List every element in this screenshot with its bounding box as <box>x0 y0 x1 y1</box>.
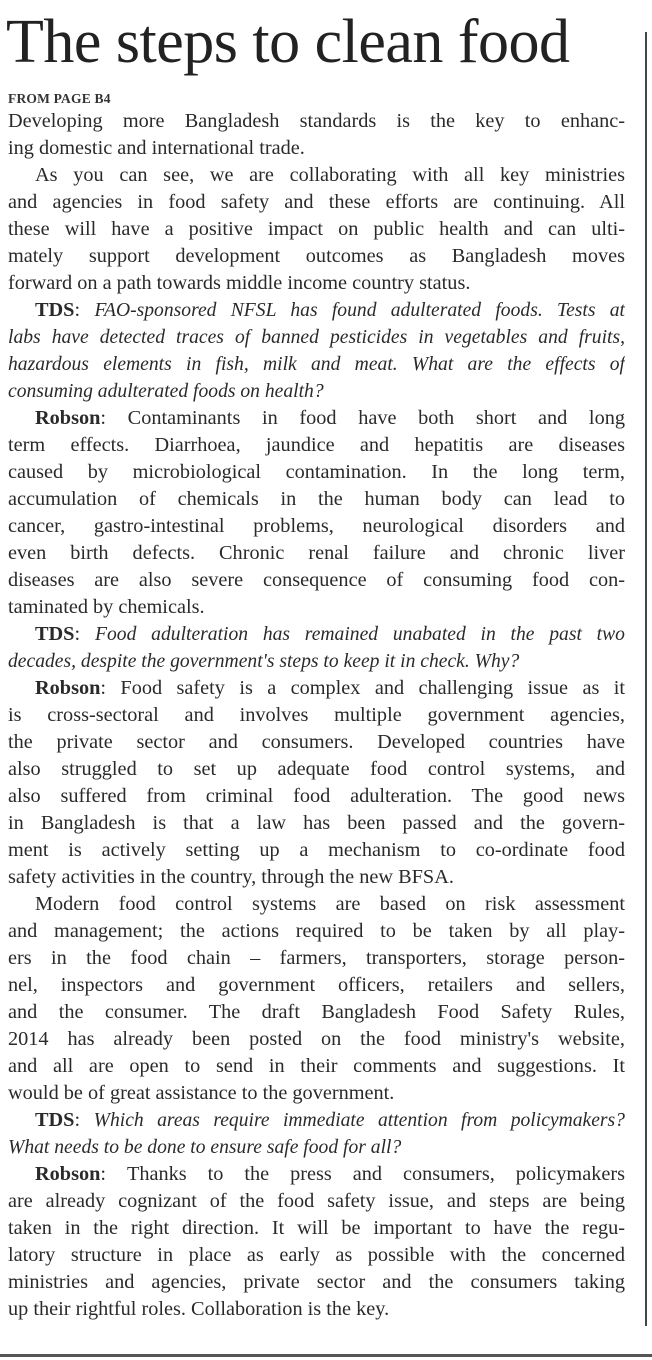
line-text: is cross-sectoral and involves multiple government agencies, <box>8 704 625 726</box>
text-line <box>8 648 625 675</box>
text-line <box>8 1188 625 1215</box>
text-line <box>8 513 625 540</box>
text-line <box>8 270 625 297</box>
text-line <box>8 324 625 351</box>
line-text: diseases are also severe consequence of consuming food con- <box>8 569 625 591</box>
interview-question <box>8 297 625 405</box>
article-paragraph <box>8 891 625 1107</box>
line-text: ing domestic and international trade. <box>8 137 305 159</box>
interview-question <box>8 621 625 675</box>
text-line <box>8 1242 625 1269</box>
line-text: Food safety is a complex and challenging issue as it <box>120 677 625 699</box>
line-text: up their rightful roles. Collaboration is the key. <box>8 1298 390 1320</box>
article-paragraph <box>8 108 625 162</box>
line-text: and the consumer. The draft Bangladesh Food Safety Rules, <box>8 1001 625 1023</box>
line-text: safety activities in the country, through the new BFSA. <box>8 866 454 888</box>
text-line <box>8 756 625 783</box>
text-line <box>8 810 625 837</box>
text-line <box>8 999 625 1026</box>
line-text: and management; the actions required to be taken by all play- <box>8 920 625 942</box>
line-text: Thanks to the press and consumers, policymakers <box>126 1163 625 1185</box>
text-line: TDS: Which areas require immediate attention from policymakers? <box>35 1109 625 1131</box>
line-text: Food adulteration has remained unabated in the past two <box>95 624 625 645</box>
text-line: Robson: Food safety is a complex and challenging issue as it <box>35 677 625 699</box>
speaker-label: TDS <box>35 623 75 645</box>
line-text: labs have detected traces of banned pesticides in vegetables and fruits, <box>8 327 625 348</box>
text-line <box>8 1296 625 1323</box>
line-text: and all are open to send in their comments and suggestions. It <box>8 1055 625 1077</box>
line-text: hazardous elements in fish, milk and meat. What are the effects of <box>8 354 625 375</box>
text-line <box>8 945 625 972</box>
line-text: ministries and agencies, private sector and the consumers taking <box>8 1271 625 1293</box>
text-line <box>8 1269 625 1296</box>
text-line <box>8 243 625 270</box>
line-text: also struggled to set up adequate food control systems, and <box>8 758 625 780</box>
line-text: decades, despite the government's steps to keep it in check. Why? <box>8 651 520 672</box>
text-line <box>8 1134 625 1161</box>
text-line <box>8 1215 625 1242</box>
text-line <box>8 1026 625 1053</box>
line-text: ers in the food chain – farmers, transporters, storage person- <box>8 947 625 969</box>
text-line <box>8 729 625 756</box>
line-text: Which areas require immediate attention from policymakers? <box>93 1110 625 1131</box>
continuation-label: FROM PAGE B4 <box>8 91 111 106</box>
line-text: term effects. Diarrhoea, jaundice and hepatitis are diseases <box>8 434 625 456</box>
line-text: nel, inspectors and government officers, retailers and sellers, <box>8 974 625 996</box>
article-paragraph <box>8 405 625 621</box>
text-line: TDS: FAO-sponsored NFSL has found adulterated foods. Tests at <box>35 299 625 321</box>
line-text: As you can see, we are collaborating with all key ministries <box>35 164 625 186</box>
text-line <box>8 864 625 891</box>
text-line <box>8 891 625 918</box>
column-divider <box>645 32 647 1326</box>
line-text: FAO-sponsored NFSL has found adulterated foods. Tests at <box>94 300 625 321</box>
line-text: Contaminants in food have both short and long <box>127 407 625 429</box>
article-title: The steps to clean food <box>6 8 570 76</box>
line-text: Modern food control systems are based on risk assessment <box>35 893 625 915</box>
line-text: in Bangladesh is that a law has been passed and the govern- <box>8 812 625 834</box>
text-line <box>8 486 625 513</box>
interview-question <box>8 1107 625 1161</box>
speaker-label: Robson <box>35 1163 101 1185</box>
text-line: TDS: Food adulteration has remained unabated in the past two <box>35 623 625 645</box>
speaker-label: Robson <box>35 407 101 429</box>
text-line: Robson: Thanks to the press and consumers, policymakers <box>35 1163 625 1185</box>
line-text: consuming adulterated foods on health? <box>8 381 324 402</box>
text-line <box>8 108 625 135</box>
line-text: 2014 has already been posted on the food ministry's website, <box>8 1028 625 1050</box>
text-line <box>8 837 625 864</box>
article-body <box>8 108 625 1323</box>
line-text: latory structure in place as early as possible with the concerned <box>8 1244 625 1266</box>
text-line <box>8 702 625 729</box>
line-text: ment is actively setting up a mechanism to co-ordinate food <box>8 839 625 861</box>
line-text: cancer, gastro-intestinal problems, neurological disorders and <box>8 515 625 537</box>
line-text: would be of great assistance to the government. <box>8 1082 395 1104</box>
line-text: taminated by chemicals. <box>8 596 205 618</box>
article-paragraph <box>8 1161 625 1323</box>
text-line: Robson: Contaminants in food have both short and long <box>35 407 625 429</box>
bottom-rule <box>0 1354 652 1357</box>
line-text: taken in the right direction. It will be important to have the regu- <box>8 1217 625 1239</box>
line-text: and agencies in food safety and these efforts are continuing. All <box>8 191 625 213</box>
text-line <box>8 216 625 243</box>
line-text: Developing more Bangladesh standards is the key to enhanc- <box>8 110 625 132</box>
line-text: accumulation of chemicals in the human body can lead to <box>8 488 625 510</box>
text-line <box>8 459 625 486</box>
line-text: are already cognizant of the food safety issue, and steps are being <box>8 1190 625 1212</box>
line-text: mately support development outcomes as Bangladesh moves <box>8 245 625 267</box>
text-line <box>8 540 625 567</box>
text-line <box>8 918 625 945</box>
speaker-label: TDS <box>35 299 75 321</box>
line-text: forward on a path towards middle income country status. <box>8 272 471 294</box>
text-line <box>8 351 625 378</box>
article-paragraph <box>8 675 625 891</box>
text-line <box>8 135 625 162</box>
article-paragraph <box>8 162 625 297</box>
text-line <box>8 432 625 459</box>
speaker-label: TDS <box>35 1109 75 1131</box>
text-line <box>8 783 625 810</box>
text-line <box>8 189 625 216</box>
text-line <box>8 1080 625 1107</box>
text-line <box>8 567 625 594</box>
text-line <box>8 162 625 189</box>
text-line <box>8 594 625 621</box>
line-text: What needs to be done to ensure safe food for all? <box>8 1137 402 1158</box>
line-text: the private sector and consumers. Developed countries have <box>8 731 625 753</box>
text-line <box>8 972 625 999</box>
text-line <box>8 1053 625 1080</box>
line-text: even birth defects. Chronic renal failure and chronic liver <box>8 542 625 564</box>
line-text: also suffered from criminal food adulteration. The good news <box>8 785 625 807</box>
line-text: caused by microbiological contamination. In the long term, <box>8 461 625 483</box>
text-line <box>8 378 625 405</box>
speaker-label: Robson <box>35 677 101 699</box>
line-text: these will have a positive impact on public health and can ulti- <box>8 218 625 240</box>
